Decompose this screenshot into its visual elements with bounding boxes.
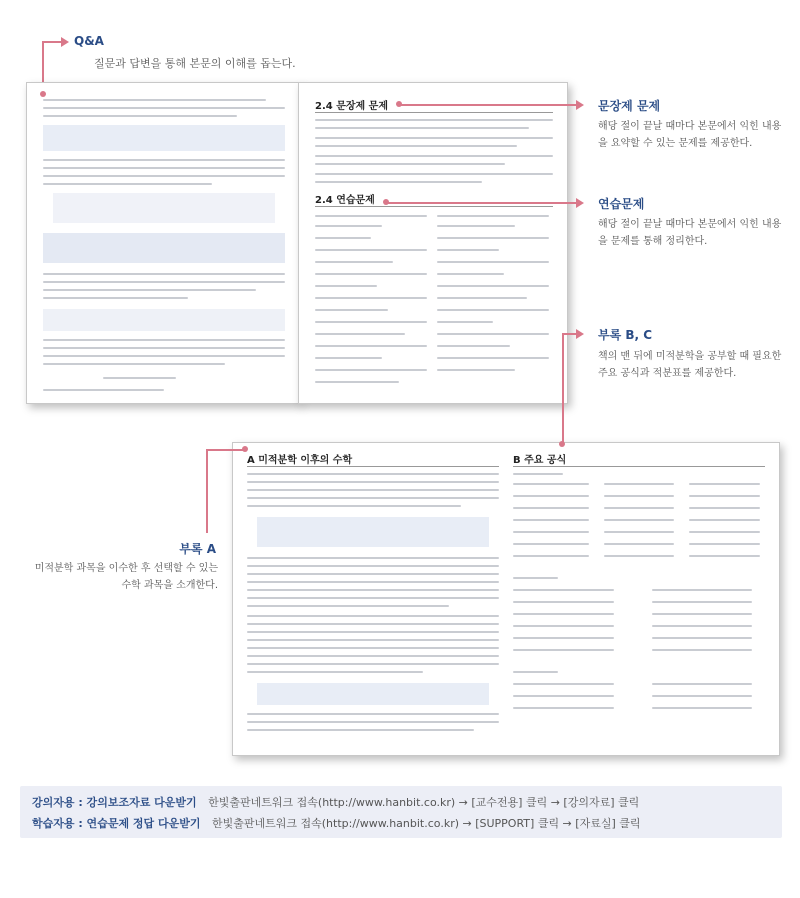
exercises-connector <box>387 202 576 204</box>
word-problems-title: 문장제 문제 <box>598 99 661 113</box>
student-download-label: 학습자용 : 연습문제 정답 다운받기 <box>32 817 201 830</box>
instructor-download-text: 한빛출판네트워크 접속(http://www.hanbit.co.kr) → [교수전용] 클릭 → [강의자료] 클릭 <box>208 796 640 809</box>
download-info-bar <box>20 786 782 838</box>
appendix-bc-connector-horizontal <box>562 333 576 335</box>
appendix-a-title: 부록 A <box>179 542 216 556</box>
appendix-a-connector-vertical <box>206 449 208 533</box>
section-word-problems-heading: 2.4 문장제 문제 <box>315 101 388 112</box>
qa-title: Q&A <box>74 34 104 48</box>
appendix-bc-arrow-icon <box>576 329 584 339</box>
qa-marker-dot <box>40 91 46 97</box>
qa-connector-horizontal <box>42 41 62 43</box>
word-problems-connector <box>400 104 576 106</box>
student-download-text: 한빛출판네트워크 접속(http://www.hanbit.co.kr) → [SUPPORT] 클릭 → [자료실] 클릭 <box>211 817 641 830</box>
word-problems-arrow-icon <box>576 100 584 110</box>
exercises-body: 해당 절이 끝날 때마다 본문에서 익힌 내용을 문제를 통해 정리한다. <box>598 219 782 247</box>
qa-body: 질문과 답변을 통해 본문의 이해를 돕는다. <box>94 57 296 70</box>
appendix-a-body: 미적분학 과목을 이수한 후 선택할 수 있는 수학 과목을 소개한다. <box>34 563 218 591</box>
exercises-title: 연습문제 <box>598 197 645 211</box>
section-exercises-heading: 2.4 연습문제 <box>315 195 375 206</box>
appendix-b-page-title: B 주요 공식 <box>513 455 567 466</box>
appendix-bc-title: 부록 B, C <box>598 328 653 342</box>
appendix-bc-body: 책의 맨 뒤에 미적분학을 공부할 때 필요한 주요 공식과 적분표를 제공한다. <box>598 351 782 379</box>
qa-arrow-icon <box>61 37 69 47</box>
sample-page-qa <box>26 82 300 404</box>
sample-page-appendix <box>232 442 780 756</box>
instructor-download-label: 강의자용 : 강의보조자료 다운받기 <box>32 796 197 809</box>
exercises-arrow-icon <box>576 198 584 208</box>
word-problems-body: 해당 절이 끝날 때마다 본문에서 익힌 내용을 요약할 수 있는 문제를 제공한다. <box>598 121 782 149</box>
student-download-line <box>32 815 641 831</box>
appendix-a-page-title: A 미적분학 이후의 수학 <box>247 455 353 466</box>
instructor-download-line <box>32 794 639 810</box>
appendix-bc-connector-vertical <box>562 334 564 444</box>
sample-page-exercises <box>298 82 568 404</box>
appendix-a-connector-top <box>206 449 246 451</box>
